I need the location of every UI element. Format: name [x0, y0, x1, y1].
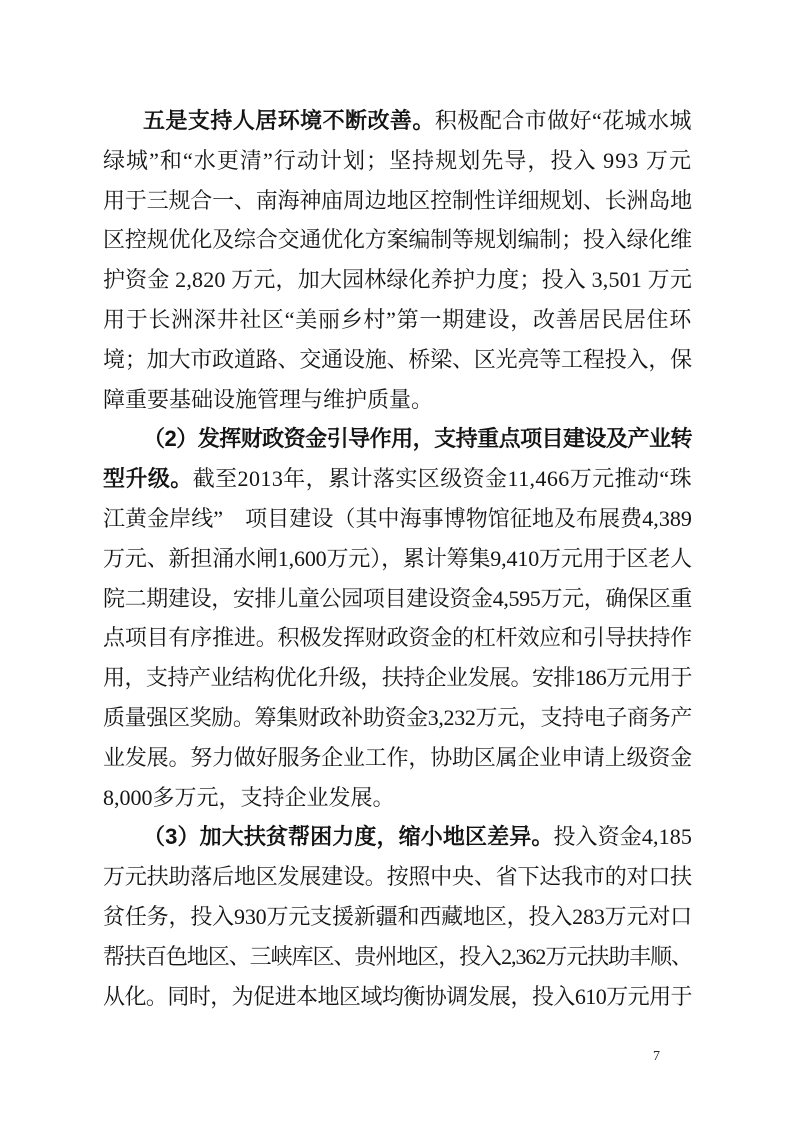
- line-content: [103, 625, 692, 650]
- text-line: [103, 857, 692, 897]
- text-line: [103, 300, 692, 340]
- line-content: [103, 267, 692, 292]
- text-line: [103, 738, 692, 778]
- text-line: [103, 260, 692, 300]
- text-segment: 万元、新担涌水闸1,600万元），累计筹集9,410万元用于区老人: [103, 545, 692, 571]
- line-content: [103, 188, 692, 213]
- text-line: [103, 698, 692, 738]
- line-content: [103, 387, 433, 412]
- text-line: [103, 101, 692, 141]
- line-content: [103, 665, 692, 690]
- text-segment: 用于长洲深井社区“美丽乡村”第一期建设，改善居民居住环: [103, 306, 692, 332]
- bold-text-segment: （2）发挥财政资金引导作用，支持重点项目建设及产业转: [143, 426, 692, 452]
- line-content: [103, 466, 692, 491]
- text-block: [103, 101, 692, 1016]
- text-line: [103, 459, 692, 499]
- line-content: [103, 148, 692, 173]
- text-segment: 帮扶百色地区、三峡库区、贵州地区，投入2,362万元扶助丰顺、: [103, 943, 692, 969]
- text-segment: 积极配合市做好“花城水城: [434, 108, 692, 133]
- line-content: [143, 426, 692, 451]
- text-segment: 用，支持产业结构优化升级，扶持企业发展。安排186万元用于: [103, 665, 692, 691]
- line-content: [103, 705, 692, 730]
- text-line: [103, 419, 692, 459]
- text-segment: 从化。同时，为促进本地区域均衡协调发展，投入610万元用于: [103, 983, 692, 1009]
- paragraph: [103, 419, 692, 817]
- text-segment: 区控规优化及综合交通优化方案编制等规划编制；投入绿化维: [103, 227, 692, 253]
- text-line: [103, 340, 692, 380]
- line-content: [103, 227, 692, 252]
- text-segment: 贫任务，投入930万元支援新疆和西藏地区，投入283万元对口: [103, 903, 692, 929]
- line-content: [103, 307, 692, 332]
- line-content: [143, 108, 692, 133]
- text-segment: 障重要基础设施管理与维护质量。: [103, 386, 434, 412]
- text-line: [103, 380, 692, 420]
- text-line: [103, 141, 692, 181]
- text-segment: 8,000多万元，支持企业发展。: [103, 784, 395, 810]
- text-segment: 点项目有序推进。积极发挥财政资金的杠杆效应和引导扶持作: [103, 625, 692, 651]
- text-line: [103, 539, 692, 579]
- text-line: [103, 817, 692, 857]
- text-segment: 用于三规合一、南海神庙周边地区控制性详细规划、长洲岛地: [103, 187, 692, 213]
- text-line: [103, 897, 692, 937]
- text-line: [103, 499, 692, 539]
- text-line: [103, 658, 692, 698]
- line-content: [103, 546, 692, 571]
- text-line: [103, 778, 692, 818]
- text-segment: 护资金 2,820 万元，加大园林绿化养护力度；投入 3,501 万元: [103, 267, 692, 293]
- text-segment: 万元扶助落后地区发展建设。按照中央、省下达我市的对口扶: [103, 864, 692, 890]
- text-line: [103, 181, 692, 221]
- line-content: [103, 745, 692, 770]
- line-content: [103, 944, 692, 969]
- bold-text-segment: 型升级。: [103, 466, 193, 492]
- text-segment: 境；加大市政道路、交通设施、桥梁、区光亮等工程投入，保: [103, 346, 692, 372]
- page-number: 7: [653, 1049, 660, 1064]
- text-segment: 院二期建设，安排儿童公园项目建设资金4,595万元，确保区重: [103, 585, 692, 611]
- paragraph: [103, 101, 692, 419]
- text-segment: 截至2013年，累计落实区级资金11,466万元推动“珠: [192, 466, 692, 492]
- bold-text-segment: 五是支持人居环境不断改善。: [143, 108, 435, 133]
- line-content: [103, 904, 692, 929]
- line-content: [103, 864, 692, 889]
- text-segment: 投入资金4,185: [553, 824, 692, 850]
- line-content: [103, 347, 692, 372]
- text-line: [103, 579, 692, 619]
- text-line: [103, 220, 692, 260]
- text-line: [103, 618, 692, 658]
- line-content: [103, 984, 692, 1009]
- text-segment: 业发展。努力做好服务企业工作，协助区属企业申请上级资金: [103, 744, 692, 770]
- text-line: [103, 937, 692, 977]
- text-segment: 江黄金岸线” 项目建设（其中海事博物馆征地及布展费4,389: [103, 505, 692, 531]
- line-content: [143, 824, 692, 849]
- line-content: [103, 785, 395, 810]
- line-content: [103, 506, 692, 531]
- text-segment: 质量强区奖励。筹集财政补助资金3,232万元，支持电子商务产: [103, 704, 692, 730]
- paragraph: [103, 817, 692, 1016]
- line-content: [103, 586, 692, 611]
- text-line: [103, 977, 692, 1017]
- bold-text-segment: （3）加大扶贫帮困力度，缩小地区差异。: [143, 824, 554, 850]
- text-segment: 绿城”和“水更清”行动计划；坚持规划先导，投入 993 万元: [103, 147, 692, 173]
